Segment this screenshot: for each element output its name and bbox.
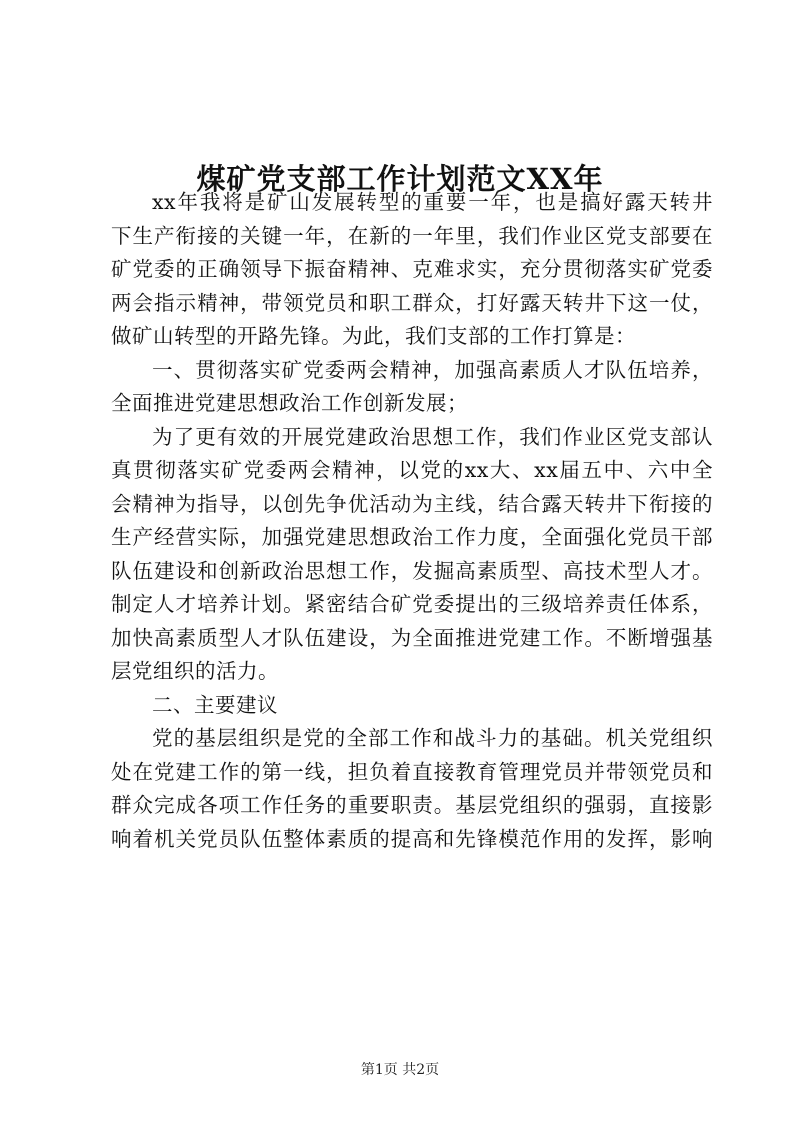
paragraph-section-one-heading bbox=[111, 354, 713, 421]
text-line: 群众完成各项工作任务的重要职责。基层党组织的强弱，直接影 bbox=[111, 793, 713, 817]
document-body bbox=[111, 186, 713, 856]
text-line: 处在党建工作的第一线，担负着直接教育管理党员并带领党员和 bbox=[111, 759, 713, 784]
document-title: 煤矿党支部工作计划范文XX年 bbox=[196, 162, 604, 197]
text-line: 加快高素质型人才队伍建设，为全面推进党建工作。不断增强基 bbox=[111, 625, 713, 650]
text-line: 队伍建设和创新政治思想工作，发掘高素质型、高技术型人才。 bbox=[111, 558, 713, 583]
text-line: 两会指示精神，带领党员和职工群众，打好露天转井下这一仗， bbox=[111, 290, 713, 315]
paragraph-section-two-body bbox=[111, 722, 713, 856]
page-number-footer: 第1页 共2页 bbox=[360, 1062, 440, 1078]
text-line: 层党组织的活力。 bbox=[111, 659, 279, 683]
paragraph-section-two-heading bbox=[111, 689, 713, 723]
paragraph-intro bbox=[111, 186, 713, 354]
text-line: 为了更有效的开展党建政治思想工作，我们作业区党支部认 bbox=[152, 424, 713, 449]
text-line: 做矿山转型的开路先锋。为此，我们支部的工作打算是： bbox=[111, 324, 636, 348]
text-line: 党的基层组织是党的全部工作和战斗力的基础。机关党组织 bbox=[152, 726, 713, 750]
text-line: 会精神为指导，以创先争优活动为主线，结合露天转井下衔接的 bbox=[111, 491, 713, 516]
text-line: 响着机关党员队伍整体素质的提高和先锋模范作用的发挥，影响 bbox=[111, 826, 713, 851]
text-line: 生产经营实际，加强党建思想政治工作力度，全面强化党员干部 bbox=[111, 525, 713, 549]
text-line: 真贯彻落实矿党委两会精神，以党的xx大、xx届五中、六中全 bbox=[111, 458, 713, 482]
text-line: xx年我将是矿山发展转型的重要一年，也是搞好露天转井 bbox=[152, 190, 713, 214]
text-line: 矿党委的正确领导下振奋精神、克难求实，充分贯彻落实矿党委 bbox=[111, 257, 713, 281]
paragraph-section-one-body bbox=[111, 421, 713, 689]
text-line: 制定人才培养计划。紧密结合矿党委提出的三级培养责任体系， bbox=[111, 592, 713, 616]
text-line: 二、主要建议 bbox=[152, 692, 278, 717]
text-line: 一、贯彻落实矿党委两会精神，加强高素质人才队伍培养， bbox=[152, 357, 713, 382]
text-line: 下生产衔接的关键一年，在新的一年里，我们作业区党支部要在 bbox=[111, 223, 713, 248]
text-line: 全面推进党建思想政治工作创新发展； bbox=[111, 391, 468, 415]
